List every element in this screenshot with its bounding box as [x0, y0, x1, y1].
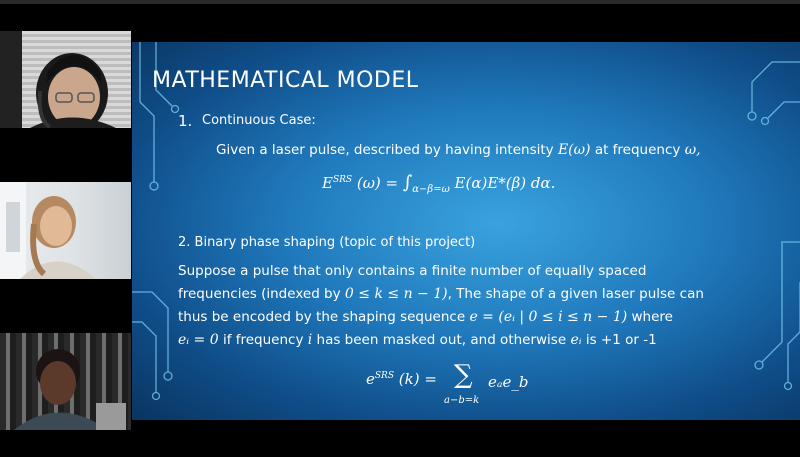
eq1-sup: SRS — [332, 175, 353, 185]
participant-video-tile-3[interactable] — [0, 333, 131, 430]
item2-line2-text-b: , The shape of a given laser pulse can — [447, 286, 704, 302]
top-bar — [0, 0, 800, 4]
item1-desc-text-b: at frequency — [594, 142, 681, 158]
participant-2-video — [0, 182, 131, 279]
participant-video-tile-2[interactable] — [0, 182, 131, 279]
item1-desc-math2: ω, — [684, 142, 701, 158]
eq1-rhs: E(α)E*(β) dα. — [454, 174, 556, 192]
item2-title: 2. Binary phase shaping (topic of this project) — [178, 235, 476, 250]
item1-title: Continuous Case: — [202, 113, 316, 128]
item2-line4-text-a: if frequency — [222, 332, 304, 348]
item2-line4-text-c: is +1 or -1 — [585, 332, 657, 348]
eq1-arg: (ω) = — [356, 174, 399, 192]
eq1-sub: α−β=ω — [412, 184, 450, 195]
participant-video-tile-1[interactable] — [0, 31, 131, 128]
item2-line3-math: e = (eᵢ | 0 ≤ i ≤ n − 1) — [469, 309, 628, 325]
participant-3-video — [0, 333, 131, 430]
item2-line2-text-a: frequencies (indexed by — [178, 286, 341, 302]
slide-title: MATHEMATICAL MODEL — [152, 68, 419, 93]
participant-1-video — [0, 31, 131, 128]
eq2-arg: (k) = — [398, 370, 437, 388]
item2-line4-math1: eᵢ = 0 — [178, 332, 219, 348]
item2-line-2 — [178, 286, 704, 302]
eq1-integral: ∫ — [402, 172, 413, 193]
eq2-sum-symbol: ∑ — [454, 360, 473, 390]
item2-line3-text-a: thus be encoded by the shaping sequence — [178, 309, 466, 325]
equation-2 — [366, 370, 437, 388]
item2-line-1: Suppose a pulse that only contains a finite number of equally spaced — [178, 263, 647, 279]
eq1-lhs: E — [322, 174, 333, 192]
equation-1 — [322, 172, 555, 195]
item2-line4-math3: eᵢ — [570, 332, 582, 348]
eq2-lhs: e — [366, 370, 375, 388]
item2-line2-math: 0 ≤ k ≤ n − 1) — [344, 286, 448, 302]
item2-line-4 — [178, 332, 657, 348]
eq2-rhs: eₐe_b — [488, 373, 529, 391]
item2-line4-math2: i — [307, 332, 313, 348]
item2-line3-text-b: where — [631, 309, 673, 325]
eq2-sup: SRS — [374, 371, 394, 381]
eq2-sub: a−b=k — [444, 395, 480, 406]
item2-line4-text-b: has been masked out, and otherwise — [316, 332, 567, 348]
item1-desc-math1: E(ω) — [557, 142, 591, 158]
item1-desc-text-a: Given a laser pulse, described by having intensity — [216, 142, 554, 158]
item1-description — [216, 142, 701, 158]
item2-line-3 — [178, 309, 673, 325]
item1-number: 1. — [178, 112, 193, 130]
presentation-slide — [132, 42, 800, 420]
